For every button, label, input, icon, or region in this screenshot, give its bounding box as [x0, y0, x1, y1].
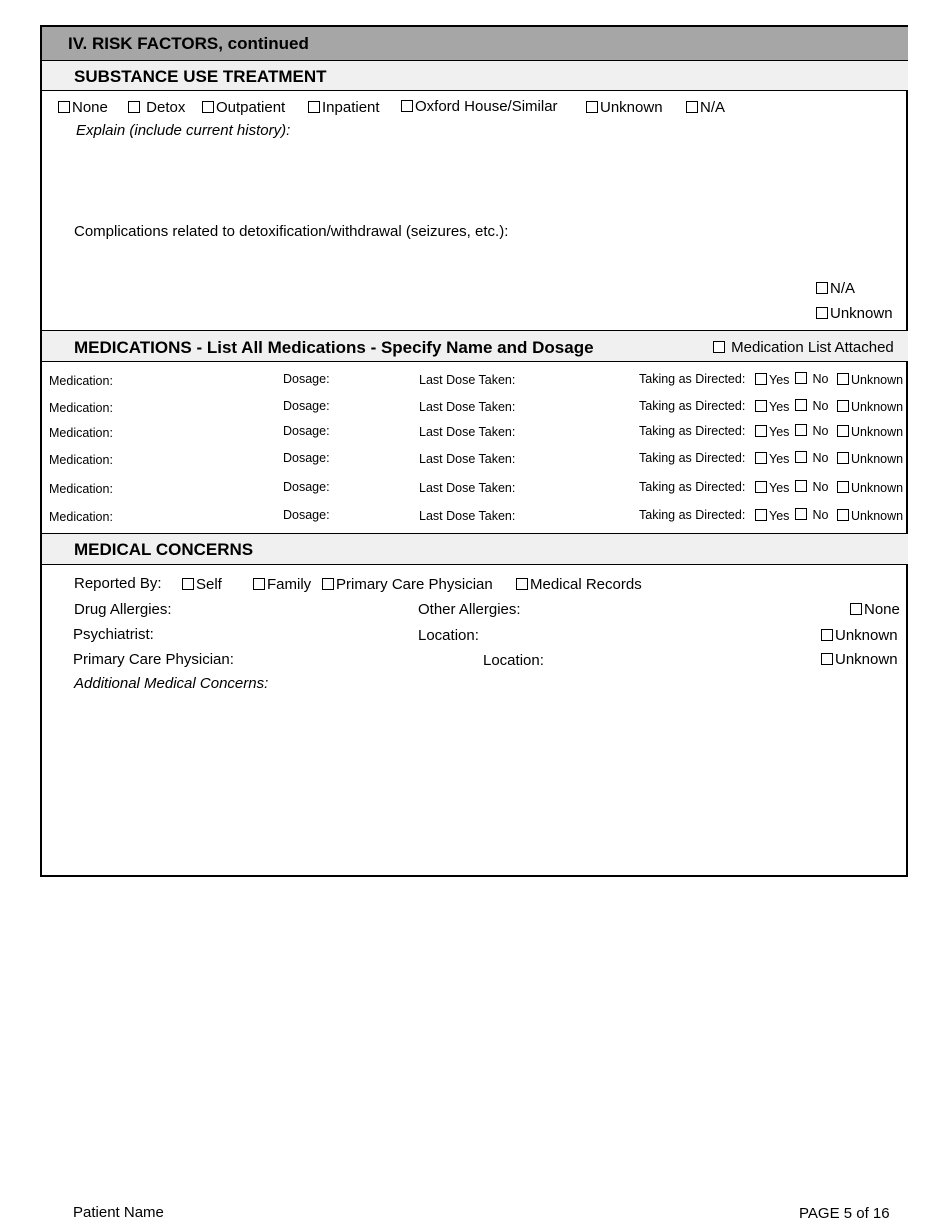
checkbox-icon[interactable]	[516, 578, 528, 590]
checkbox-icon[interactable]	[795, 508, 807, 520]
allergies-none[interactable]: None	[850, 601, 900, 618]
reported-medical-records[interactable]: Medical Records	[516, 576, 642, 593]
taking-no[interactable]: No	[792, 372, 828, 386]
checkbox-icon[interactable]	[253, 578, 265, 590]
substance-option-outpatient[interactable]: Outpatient	[202, 99, 285, 116]
checkbox-icon[interactable]	[837, 425, 849, 437]
medication-label: Medication:	[49, 374, 113, 388]
checkbox-icon[interactable]	[795, 399, 807, 411]
taking-yes[interactable]: Yes	[752, 509, 789, 523]
taking-unknown[interactable]: Unknown	[834, 400, 903, 414]
checkbox-icon[interactable]	[837, 373, 849, 385]
substance-option-none[interactable]: None	[58, 99, 108, 116]
complications-na[interactable]: N/A	[816, 280, 855, 297]
last-dose-label: Last Dose Taken:	[419, 452, 516, 466]
checkbox-icon[interactable]	[182, 578, 194, 590]
taking-yes[interactable]: Yes	[752, 452, 789, 466]
dosage-label: Dosage:	[283, 508, 330, 522]
substance-option-unknown[interactable]: Unknown	[586, 99, 663, 116]
checkbox-icon[interactable]	[322, 578, 334, 590]
form-page	[40, 25, 908, 877]
checkbox-icon[interactable]	[837, 509, 849, 521]
checkbox-icon[interactable]	[755, 509, 767, 521]
checkbox-icon[interactable]	[686, 101, 698, 113]
dosage-label: Dosage:	[283, 424, 330, 438]
medication-label: Medication:	[49, 426, 113, 440]
taking-unknown[interactable]: Unknown	[834, 509, 903, 523]
taking-yes[interactable]: Yes	[752, 373, 789, 387]
checkbox-icon[interactable]	[202, 101, 214, 113]
taking-unknown[interactable]: Unknown	[834, 452, 903, 466]
taking-no[interactable]: No	[792, 508, 828, 522]
substance-option-detox[interactable]: Detox	[128, 99, 185, 116]
checkbox-icon[interactable]	[795, 480, 807, 492]
taking-no[interactable]: No	[792, 399, 828, 413]
checkbox-icon[interactable]	[837, 400, 849, 412]
medication-label: Medication:	[49, 482, 113, 496]
taking-yes[interactable]: Yes	[752, 400, 789, 414]
taking-as-directed-label: Taking as Directed:	[639, 451, 746, 465]
medications-header	[42, 330, 908, 362]
last-dose-label: Last Dose Taken:	[419, 425, 516, 439]
checkbox-icon[interactable]	[308, 101, 320, 113]
pcp-label: Primary Care Physician:	[73, 651, 234, 668]
dosage-label: Dosage:	[283, 399, 330, 413]
complications-label: Complications related to detoxification/withdrawal (seizures, etc.):	[74, 223, 509, 240]
checkbox-icon[interactable]	[816, 307, 828, 319]
section-title: IV. RISK FACTORS, continued	[68, 34, 309, 53]
checkbox-icon[interactable]	[128, 101, 140, 113]
last-dose-label: Last Dose Taken:	[419, 400, 516, 414]
checkbox-icon[interactable]	[755, 452, 767, 464]
taking-no[interactable]: No	[792, 424, 828, 438]
checkbox-icon[interactable]	[816, 282, 828, 294]
last-dose-label: Last Dose Taken:	[419, 373, 516, 387]
psychiatrist-unknown[interactable]: Unknown	[821, 627, 898, 644]
medication-label: Medication:	[49, 453, 113, 467]
checkbox-icon[interactable]	[755, 400, 767, 412]
checkbox-icon[interactable]	[821, 653, 833, 665]
checkbox-icon[interactable]	[755, 373, 767, 385]
pcp-unknown[interactable]: Unknown	[821, 651, 898, 668]
substance-option-na[interactable]: N/A	[686, 99, 725, 116]
checkbox-icon[interactable]	[837, 452, 849, 464]
substance-option-inpatient[interactable]: Inpatient	[308, 99, 380, 116]
reported-pcp[interactable]: Primary Care Physician	[322, 576, 493, 593]
medical-header	[42, 533, 908, 565]
checkbox-icon[interactable]	[58, 101, 70, 113]
checkbox-icon[interactable]	[795, 451, 807, 463]
taking-no[interactable]: No	[792, 451, 828, 465]
medication-label: Medication:	[49, 401, 113, 415]
patient-name-label: Patient Name	[73, 1204, 164, 1221]
reported-family[interactable]: Family	[253, 576, 311, 593]
taking-as-directed-label: Taking as Directed:	[639, 372, 746, 386]
checkbox-icon[interactable]	[401, 100, 413, 112]
substance-header	[42, 60, 908, 91]
substance-option-oxford[interactable]: Oxford House/Similar	[401, 98, 558, 115]
checkbox-icon[interactable]	[755, 481, 767, 493]
pcp-location-label: Location:	[483, 652, 544, 669]
checkbox-icon[interactable]	[795, 424, 807, 436]
dosage-label: Dosage:	[283, 372, 330, 386]
taking-as-directed-label: Taking as Directed:	[639, 508, 746, 522]
taking-as-directed-label: Taking as Directed:	[639, 480, 746, 494]
last-dose-label: Last Dose Taken:	[419, 481, 516, 495]
checkbox-icon[interactable]	[755, 425, 767, 437]
dosage-label: Dosage:	[283, 451, 330, 465]
medications-title: MEDICATIONS - List All Medications - Specify Name and Dosage	[74, 338, 594, 357]
taking-as-directed-label: Taking as Directed:	[639, 424, 746, 438]
last-dose-label: Last Dose Taken:	[419, 509, 516, 523]
taking-unknown[interactable]: Unknown	[834, 481, 903, 495]
complications-unknown[interactable]: Unknown	[816, 305, 893, 322]
explain-label: Explain (include current history):	[76, 122, 291, 139]
substance-title: SUBSTANCE USE TREATMENT	[74, 67, 327, 86]
psychiatrist-label: Psychiatrist:	[73, 626, 154, 643]
checkbox-icon[interactable]	[837, 481, 849, 493]
taking-yes[interactable]: Yes	[752, 481, 789, 495]
reported-self[interactable]: Self	[182, 576, 222, 593]
medication-list-attached[interactable]: Medication List Attached	[713, 339, 894, 356]
psychiatrist-location-label: Location:	[418, 627, 479, 644]
taking-yes[interactable]: Yes	[752, 425, 789, 439]
checkbox-icon[interactable]	[586, 101, 598, 113]
taking-no[interactable]: No	[792, 480, 828, 494]
checkbox-icon[interactable]	[795, 372, 807, 384]
medication-label: Medication:	[49, 510, 113, 524]
checkbox-icon[interactable]	[713, 341, 725, 353]
other-allergies-label: Other Allergies:	[418, 601, 521, 618]
drug-allergies-label: Drug Allergies:	[74, 601, 172, 618]
taking-unknown[interactable]: Unknown	[834, 373, 903, 387]
taking-as-directed-label: Taking as Directed:	[639, 399, 746, 413]
checkbox-icon[interactable]	[821, 629, 833, 641]
taking-unknown[interactable]: Unknown	[834, 425, 903, 439]
reported-by-label: Reported By:	[74, 575, 162, 592]
medical-title: MEDICAL CONCERNS	[74, 540, 254, 559]
additional-concerns-label: Additional Medical Concerns:	[74, 675, 269, 692]
dosage-label: Dosage:	[283, 480, 330, 494]
page-number: PAGE 5 of 16	[799, 1205, 890, 1222]
checkbox-icon[interactable]	[850, 603, 862, 615]
section-header	[42, 27, 908, 61]
